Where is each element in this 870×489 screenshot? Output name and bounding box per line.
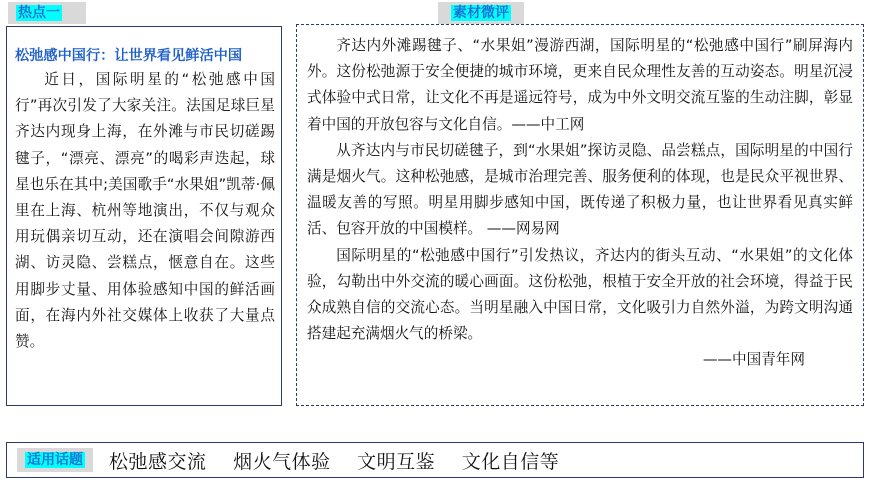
topic-item: 文化自信等 — [461, 450, 560, 473]
topics-list — [109, 447, 579, 474]
hotspot-tag: 热点一 — [8, 2, 86, 24]
comment-paragraph-3: 国际明星的“松弛感中国行”引发热议，齐达内的街头互动、“水果姐”的文化体验，勾勒出中外交流的暖心画面。这份松弛，根植于安全开放的社会环境，得益于民众成熟自信的交流心态。当明星融入中国日常，文化吸引力自然外溢，为跨文明沟通搭建起充满烟火气的桥梁。 — [307, 246, 853, 343]
topics-bar — [6, 442, 864, 478]
comment-panel — [296, 24, 864, 406]
comment-source: ——中国青年网 — [702, 351, 805, 369]
hotspot-title: 松弛感中国行：让世界看见鲜活中国 — [15, 48, 243, 64]
topic-item: 松弛感交流 — [109, 450, 207, 473]
comment-paragraph-1: 齐达内外滩踢毽子、“水果姐”漫游西湖，国际明星的“松弛感中国行”刷屏海内外。这份松弛源于安全便捷的城市环境，更来自民众理性友善的互动姿态。明星沉浸式体验中式日常，让文化不再是遥远符号，成为中外文明交流互鉴的生动注脚，彰显着中国的开放包容与文化自信。——中工网 — [307, 37, 853, 133]
hotspot-body: 近日，国际明星的“松弛感中国行”再次引发了大家关注。法国足球巨星齐达内现身上海，在外滩与市民切磋踢毽子，“漂亮、漂亮”的喝彩声迭起，球星也乐在其中;美国歌手“水果姐”凯蒂·佩里在上海、杭州等地演出，不仅与观众用玩偶亲切互动，还在演唱会间隙游西湖、访灵隐、尝糕点，惬意自在。这些用脚步丈量、用体验感知中国的鲜活画面，在海内外社交媒体上收获了大量点赞。 — [15, 71, 275, 351]
hotspot-panel — [6, 26, 282, 406]
comment-tag: 素材微评 — [438, 2, 524, 24]
topics-tag: 适用话题 — [17, 448, 93, 472]
topic-item: 文明互鉴 — [357, 450, 436, 473]
topic-item: 烟火气体验 — [233, 450, 331, 473]
comment-paragraph-2: 从齐达内与市民切磋毽子，到“水果姐”探访灵隐、品尝糕点，国际明星的中国行满是烟火气。这种松弛感，是城市治理完善、服务便利的体现，也是民众平视世界、温暖友善的写照。明星用脚步感知中国，既传递了积极力量，也让世界看见真实鲜活、包容开放的中国模样。 ——网易网 — [307, 141, 853, 238]
